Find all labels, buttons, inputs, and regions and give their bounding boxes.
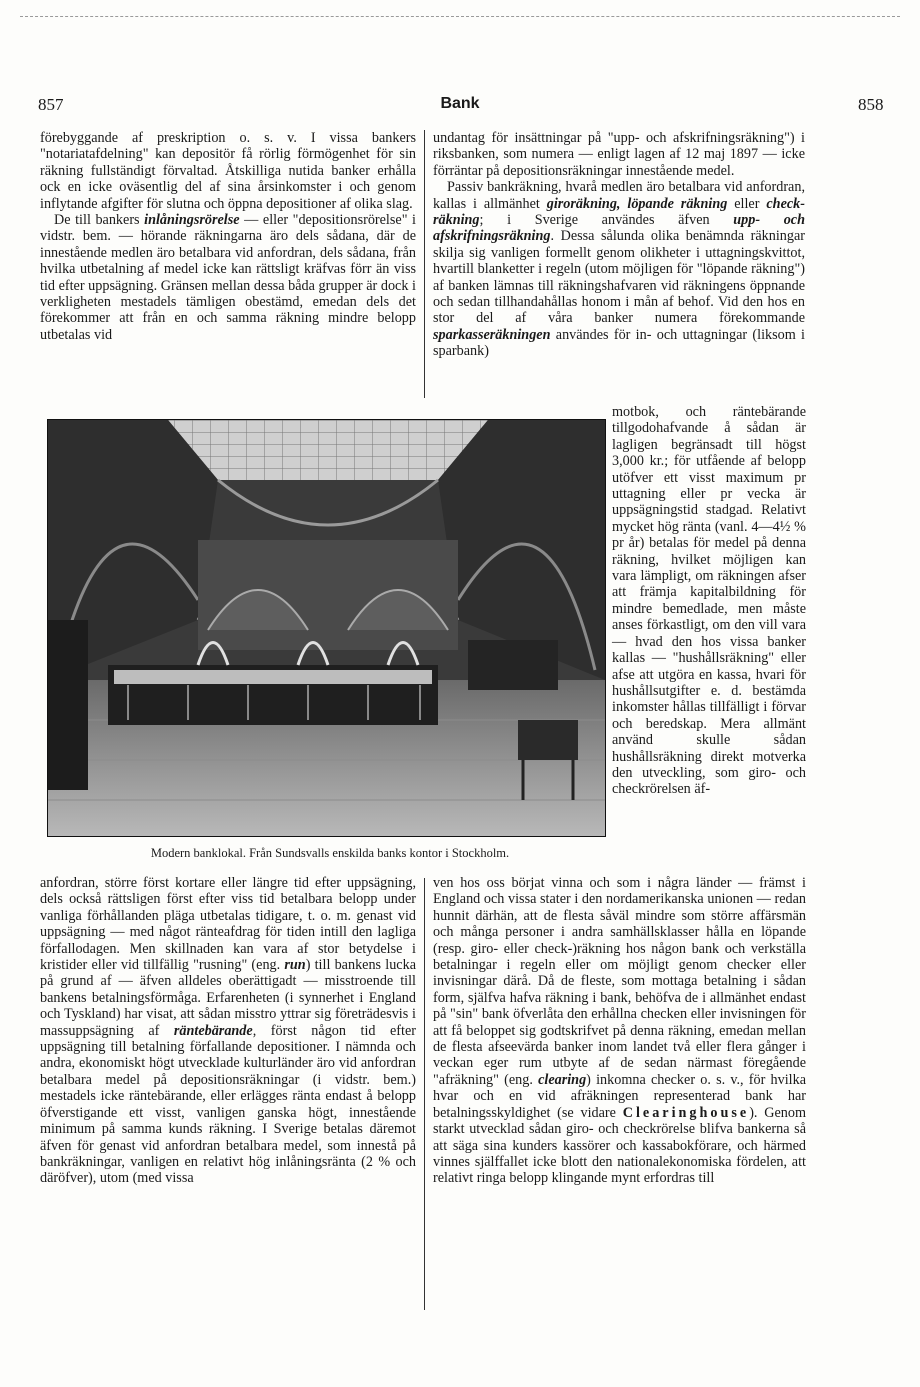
page-number-left: 857 — [38, 95, 64, 114]
figure-caption: Modern banklokal. Från Sundsvalls enskilda banks kontor i Stockholm. — [150, 846, 510, 860]
column-top-left — [40, 130, 416, 343]
term: inlåningsrörelse — [144, 212, 240, 229]
column-divider — [424, 878, 425, 1310]
paragraph: förebyggande af preskription o. s. v. I vissa bankers "notariatafdelning" kan depositör få rörlig förmögenhet för sin räkning fullständigt förvaltad. Åtskilliga nutida banker erhålla ock en icke oväsentlig del af sina årsinkomster i och genom inflytande afgifter för slutna och öppna depositioner af olika slag. — [40, 130, 416, 212]
column-bottom-right — [433, 875, 806, 1187]
top-rule — [20, 16, 900, 17]
bank-hall-illustration — [48, 420, 605, 836]
column-divider — [424, 130, 425, 398]
paragraph: anfordran, större först kortare eller längre tid efter uppsägning, dels också rättsligen först efter viss tid betalbara belopp under vanliga förhållanden pläga utbetalas tidigare, t. o. m. genast vid uppsägning — med något ränteafdrag för tiden intill den lagliga förfallodagen. Men skillnaden kan vara af stor betydelse i kristider eller vid tillfällig "rusning" (eng. run) till bankens lucka på grund af — äfven alldeles oberättigadt — misstroende till bankens betalningsförmåga. Erfarenheten (i synnerhet i England och Tyskland) har visat, att sådan misstro yttrar sig företrädesvis i massuppsägning af räntebärande, först någon tid efter uppsägning till betalning förfallande depositioner. I nämnda och andra, ekonomiskt högt utvecklade kulturländer äro vid anfordran betalbara medel på depositionsräkningar (i vidstr. bem.) mestadels icke räntebärande, eller erlägges ränta endast å belopp öfverstigande ett visst, vanligen ganska högt, innestående minimum på samma kunds räkning. I Sverige betalas däremot äfven för genast vid anfordran betalbara medel, som innestå på bankräkningar, vanligen en relativt hög inlåningsränta (2 % och däröfver), utom (med vissa — [40, 875, 416, 1187]
column-top-right — [433, 130, 805, 360]
cross-reference: Clearinghouse — [622, 1104, 750, 1121]
bank-interior-photograph — [47, 419, 606, 837]
paragraph: ven hos oss börjat vinna och som i några länder — främst i England och vissa stater i den nordamerikanska unionen — redan hunnit därhän, att de flesta såväl mindre som större affärsmän och många personer i andra samhällsklasser hålla en löpande (resp. giro- eller check-)räkning hos någon bank och verkställa betalningar i regeln eller om möjligt genom checker eller invisningar därå. Då de fleste, som mottaga betalning i sådan form, själfva hafva räkning i bank, behöfva de i allmänhet endast på "sin" bank öfverlåta den erhållna checken eller invisningen för att få beloppet sig godtskrifvet på denna räkning, emedan mellan de flesta afseevärda banker inom landet två eller flera gånger i veckan eger rum utbyte af de sedan närmast föregående "afräkning" (eng. clearing) inkomna checker o. s. v., för hvilka hvar och en vid afräkningen representerad bank har betalningsskyldighet (se vidare Clearinghouse). Genom starkt utvecklad sådan giro- och checkrörelse blifva bankerna så att säga sina kunders kassörer och kassabokförare, och härmed vinnes själffallet icke blott den nationalekonomiska fördelen, att relativt ringa belopp klingande mynt erfordras till — [433, 875, 806, 1187]
paragraph: Passiv bankräkning, hvarå medlen äro betalbara vid anfordran, kallas i allmänhet giroräkning, löpande räkning eller check-räkning; i Sverige användes äfven upp- och afskrifningsräkning. Dessa sålunda olika benämnda räkningar skilja sig vanligen formellt genom olikheter i uttagningskvittot, hvartill blanketter i regeln (utom möjligen för "löpande räkning") af banken lämnas till räkningshafvaren vid räkningens öppnande och sedan tillhandahållas honom i mån af behof. Vid den hos en stor del af våra banker numera förekommande sparkasseräkningen användes för in- och uttagningar (liksom i sparbank) — [433, 179, 805, 360]
column-right-side: motbok, och räntebärande tillgodohafvande å sådan är lagligen begränsadt till högst 3,000 kr.; för utfående af belopp utöfver ett visst maximum pr uttagning eller pr vecka är uppsägningstid stadgad. Relativt mycket hög ränta (vanl. 4—4½ % pr år) betalas för medel på denna räkning, hvilket möjligen kan vara lämpligt, om räkningen afser att främja kapitalbildning för mindre bemedlade, men måste anses förkastligt, om den vill vara — hvad den hos vissa banker kallas — "hushållsräkning" eller afse att utgöra en kassa, hvari för hushållsutgifter e. d. bestämda inkomster hållas tillfälligt i förvar och beredskap. Mera allmänt använd skulle sådan hushållsräkning direkt motverka den utveckling, som giro- och checkrörelsen äf- — [612, 404, 806, 798]
column-bottom-left — [40, 875, 416, 1187]
page-number-right: 858 — [858, 95, 884, 114]
paragraph: undantag för insättningar på "upp- och afskrifningsräkning") i riksbanken, som numera — enligt lagen af 12 maj 1897 — icke förräntar på depositionsräkningar innestående medel. — [433, 130, 805, 179]
running-title: Bank — [440, 95, 480, 112]
paragraph: De till bankers inlåningsrörelse — eller "depositionsrörelse" i vidstr. bem. — hörande räkningarna äro dels sådana, där de innestående medlen äro betalbara vid anfordran, dels sådana, från hvilka utbetalning af medel icke kan rättsligt kräfvas förr än viss tid efter uppsägning. Gränsen mellan dessa båda grupper är dock i verkligheten mestadels tämligen obestämd, emedan dels det förekommer att från en och samma räkning mindre belopp utbetalas vid — [40, 212, 416, 343]
